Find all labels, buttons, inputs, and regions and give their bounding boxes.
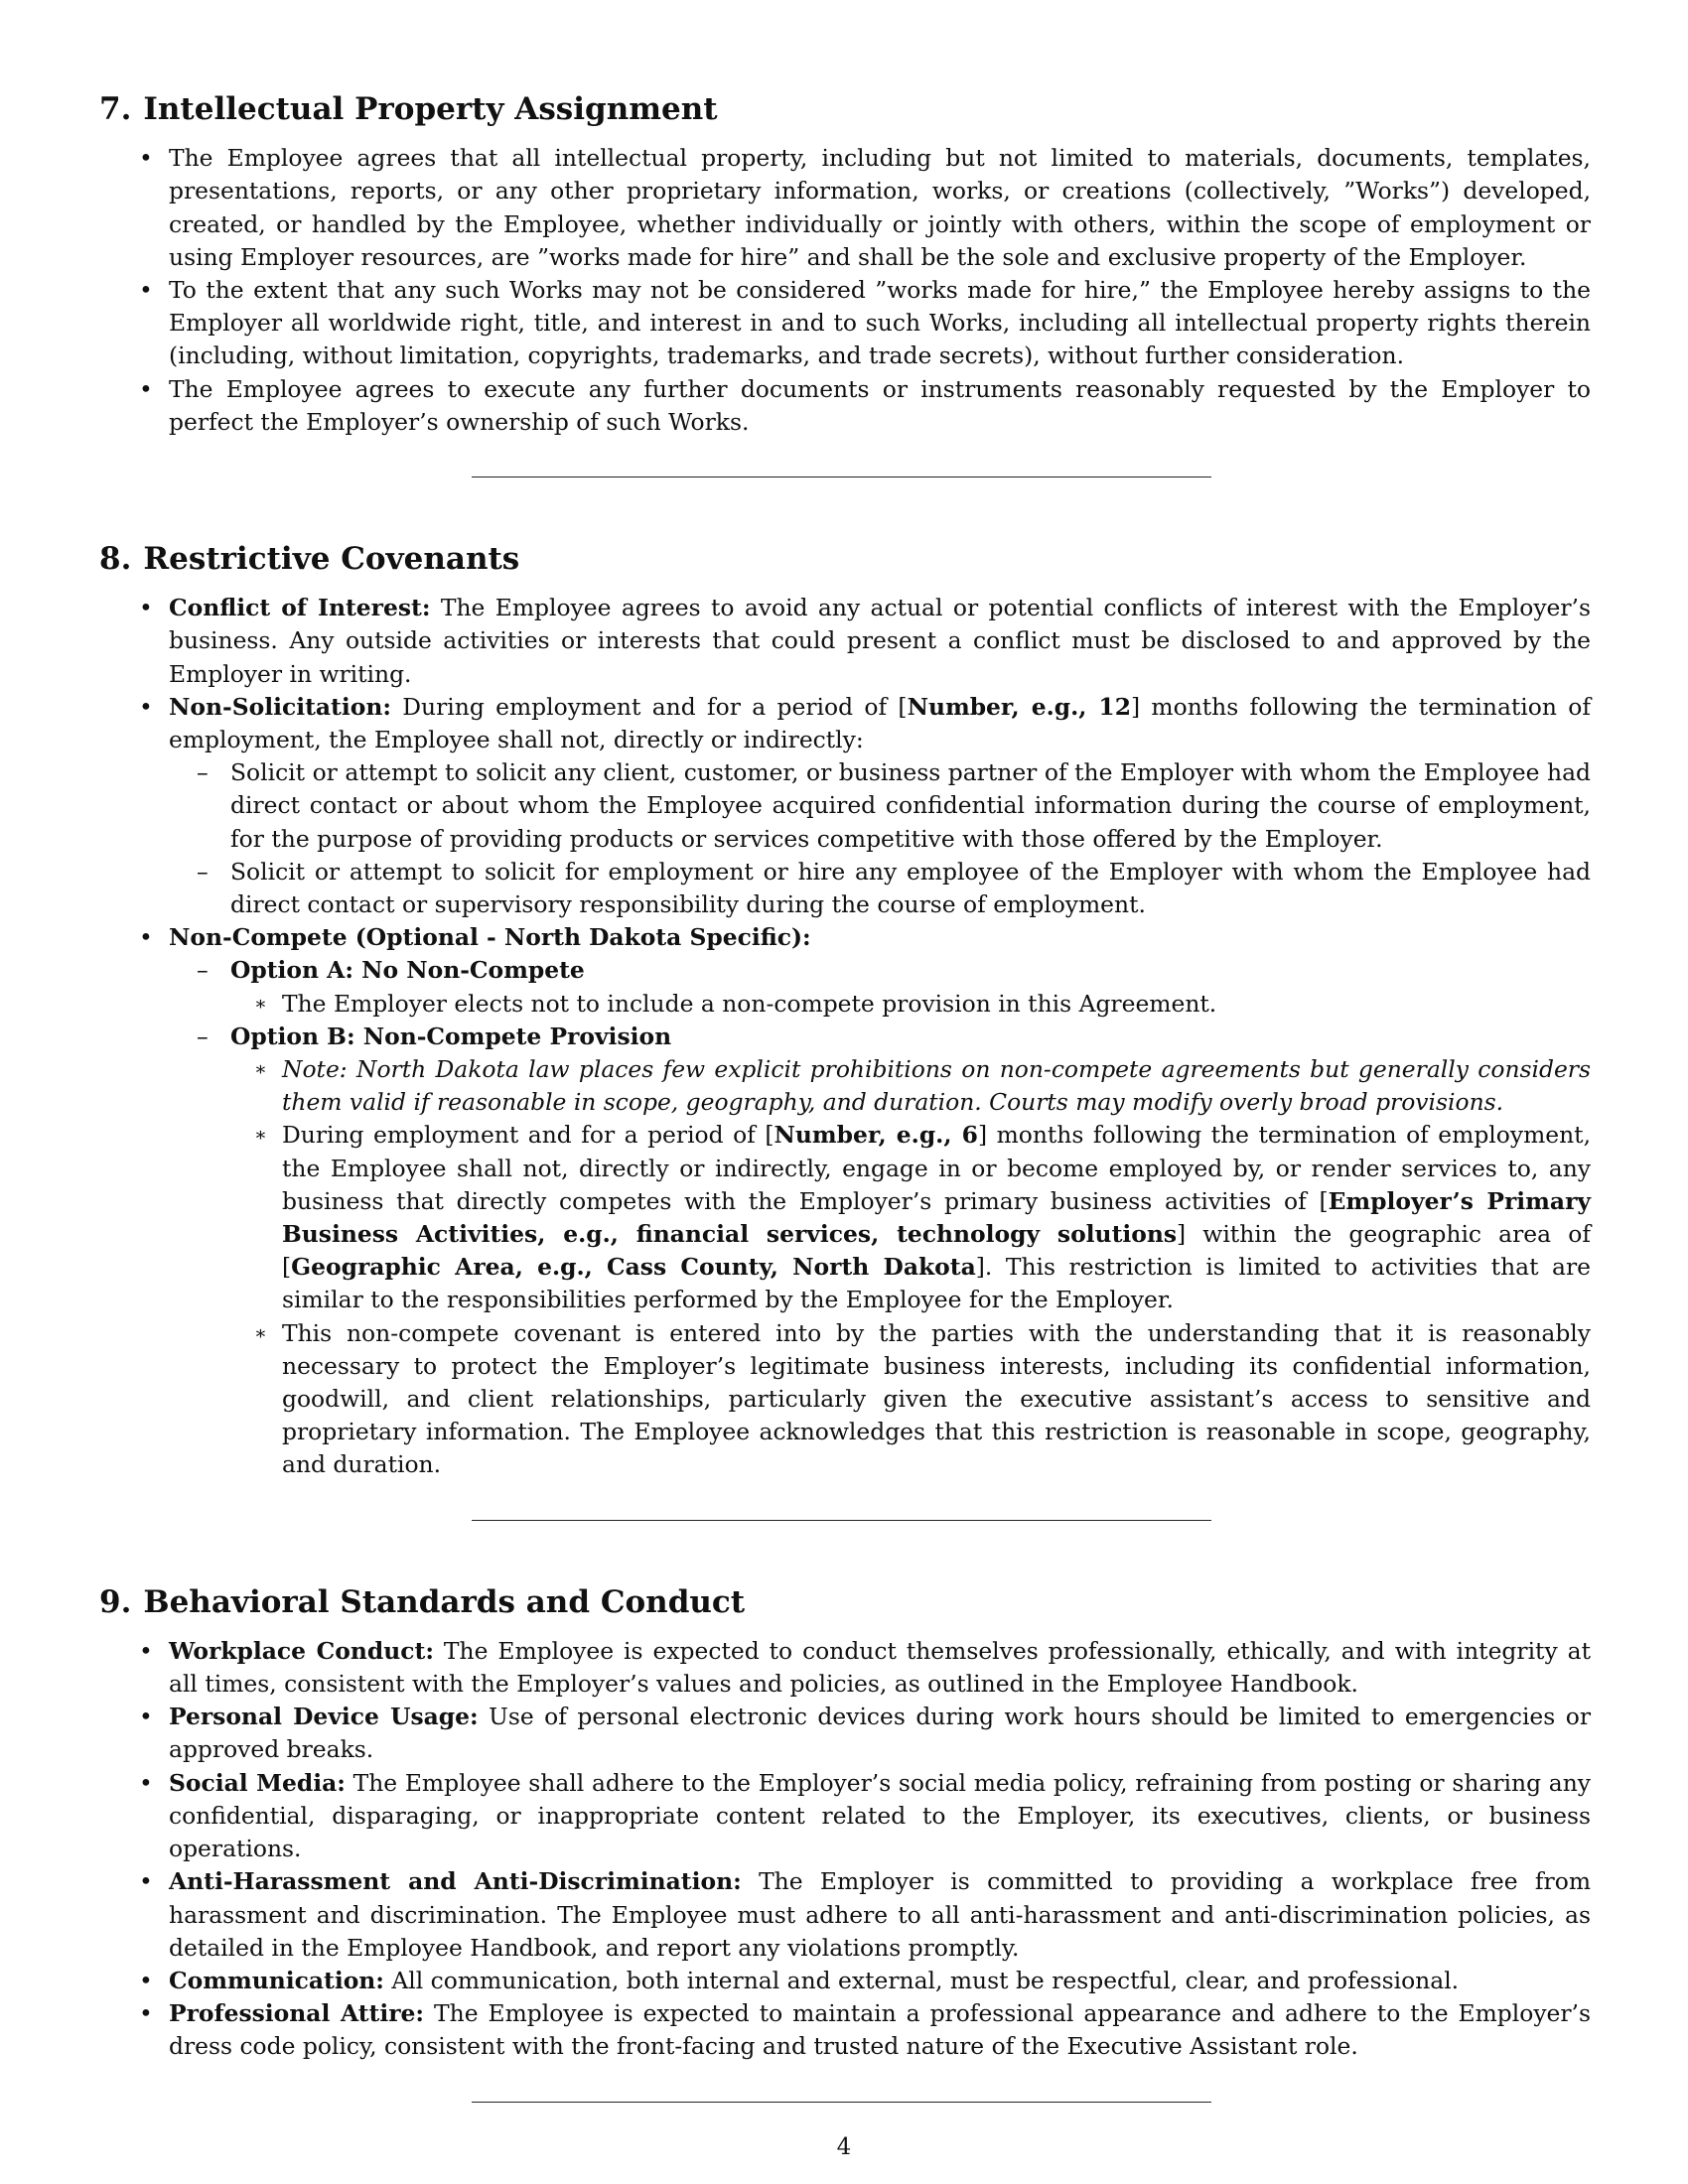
section-heading: [99, 91, 1591, 128]
item-text: During employment and for a period of [: [390, 692, 908, 721]
section-number: 8.: [99, 541, 132, 578]
bullet-icon: •: [139, 1999, 153, 2028]
note-text: Note: North Dakota law places few explicit prohibitions on non-compete agreements but generally considers them valid if reasonable in scope, geography, and duration. Courts may modify overly broad provisions.: [282, 1055, 1591, 1117]
list-item: [99, 1997, 1591, 2063]
bullet-icon: •: [139, 1768, 153, 1797]
list-item: [99, 142, 1591, 274]
list-item-non-compete: [99, 921, 1591, 1481]
item-lead: Conflict of Interest:: [169, 594, 431, 622]
placeholder-text: Geographic Area, e.g., Cass County, North Dakota: [291, 1253, 976, 1282]
list-item: [99, 1965, 1591, 1997]
item-lead: Professional Attire:: [169, 1999, 425, 2028]
bullet-list: [99, 1635, 1591, 2064]
dash-icon: –: [197, 1022, 209, 1050]
item-text: The Employer is committed to providing a workplace free from harassment and discrimination. The Employee must adhere to all anti-harassment and anti-discrimination policies, as detailed in the Employee Handbook, and report any violations promptly.: [169, 1867, 1591, 1962]
asterisk-icon: ∗: [254, 992, 267, 1015]
list-item: [99, 1701, 1591, 1766]
sub-item-text: Solicit or attempt to solicit any client, customer, or business partner of the Employer with whom the Employee had direct contact or about whom the Employee acquired confidential information during the course of employment, for the purpose of providing products or services competitive with those offered by the Employer.: [230, 758, 1591, 853]
sub-list: [169, 756, 1591, 921]
list-item-non-solicitation: [99, 691, 1591, 921]
list-item: [99, 1635, 1591, 1701]
section-number: 9.: [99, 1583, 132, 1620]
item-lead: Anti-Harassment and Anti-Discrimination:: [169, 1867, 742, 1896]
list-item: [99, 1767, 1591, 1866]
page-number: 4: [836, 2134, 852, 2160]
sub-sub-list-item: [230, 1119, 1591, 1316]
bullet-icon: •: [139, 923, 153, 952]
document-page: [99, 91, 1591, 2103]
list-item: [99, 373, 1591, 439]
item-lead: Communication:: [169, 1966, 384, 1994]
sub-item-text: Solicit or attempt to solicit for employment or hire any employee of the Employer with whom the Employee had direct contact or supervisory responsibility during the course of employment.: [230, 857, 1591, 919]
section-title: Behavioral Standards and Conduct: [143, 1583, 746, 1620]
sub-list-item: [169, 856, 1591, 921]
sub-list-item: [169, 756, 1591, 856]
section-7: [99, 91, 1591, 478]
bullet-icon: •: [139, 1636, 153, 1665]
sub-sub-item-text: ] months following the termination of employment, the Employee shall not, directly or indirectly, engage in or become employed by, or render services to, any business that directly competes with the Employer’s primary business activities of [: [282, 1121, 1592, 1215]
bullet-icon: •: [139, 1703, 153, 1731]
bullet-icon: •: [139, 1966, 153, 1994]
option-b: [169, 1021, 1591, 1482]
item-lead: Workplace Conduct:: [169, 1636, 434, 1665]
sub-sub-item-text: ] within the geographic area of [: [282, 1220, 1591, 1282]
item-text: Use of personal electronic devices during work hours should be limited to emergencies or approved breaks.: [169, 1703, 1592, 1764]
section-9: [99, 1584, 1591, 2103]
item-text: The Employee shall adhere to the Employer’s social media policy, refraining from posting or sharing any confidential, disparaging, or inappropriate content related to the Employer, its executives, clients, or business operations.: [169, 1768, 1591, 1863]
sub-sub-list: [230, 988, 1591, 1021]
item-text: ] months following the termination of employment, the Employee shall not, directly or indirectly:: [169, 692, 1591, 754]
option-label: Option B: Non-Compete Provision: [230, 1022, 672, 1050]
section-heading: [99, 541, 1591, 578]
list-item-text: The Employee agrees that all intellectual property, including but not limited to materials, documents, templates, presentations, reports, or any other proprietary information, works, or creations (collectively, ”Works”) developed, created, or handled by the Employee, whether individually or jointly with others, within the scope of employment or using Employer resources, are ”works made for hire” and shall be the sole and exclusive property of the Employer.: [169, 144, 1591, 271]
item-lead: Non-Compete (Optional - North Dakota Specific):: [169, 923, 811, 952]
placeholder-text: Number, e.g., 12: [907, 692, 1131, 721]
section-heading: [99, 1584, 1591, 1621]
list-item: [99, 1865, 1591, 1965]
item-text: The Employee agrees to avoid any actual or potential conflicts of interest with the Employer’s business. Any outside activities or interests that could present a conflict must be disclosed to and approved by the Employer in writing.: [169, 594, 1591, 688]
option-label: Option A: No Non-Compete: [230, 956, 585, 985]
section-title: Intellectual Property Assignment: [143, 91, 718, 127]
bullet-list: [99, 142, 1591, 439]
sub-sub-list-item: [230, 1053, 1591, 1119]
list-item-text: The Employee agrees to execute any further documents or instruments reasonably requested by the Employer to perfect the Employer’s ownership of such Works.: [169, 374, 1591, 436]
sub-sub-list-item: [230, 988, 1591, 1021]
list-item-text: To the extent that any such Works may not be considered ”works made for hire,” the Employee hereby assigns to the Employer all worldwide right, title, and interest in and to such Works, including all intellectual property rights therein (including, without limitation, copyrights, trademarks, and trade secrets), without further consideration.: [169, 276, 1591, 370]
sub-list: [169, 954, 1591, 1481]
item-lead: Social Media:: [169, 1768, 346, 1797]
asterisk-icon: ∗: [254, 1058, 267, 1081]
sub-sub-item-text: During employment and for a period of [: [282, 1121, 774, 1150]
bullet-icon: •: [139, 374, 153, 403]
sub-sub-item-text: The Employer elects not to include a non-compete provision in this Agreement.: [282, 989, 1217, 1018]
list-item: [99, 274, 1591, 373]
placeholder-text: Employer’s Primary Business Activities, e.g., financial services, technology solutions: [282, 1186, 1591, 1249]
item-text: The Employee is expected to maintain a professional appearance and adhere to the Employer’s dress code policy, consistent with the front-facing and trusted nature of the Executive Assistant role.: [169, 1999, 1592, 2061]
item-text: All communication, both internal and external, must be respectful, clear, and professional.: [383, 1966, 1460, 1994]
bullet-list: [99, 592, 1591, 1481]
sub-sub-item-text: ]. This restriction is limited to activities that are similar to the responsibilities performed by the Employee for the Employer.: [282, 1253, 1591, 1314]
list-item-conflict-of-interest: [99, 592, 1591, 691]
item-lead: Personal Device Usage:: [169, 1703, 479, 1731]
item-lead: Non-Solicitation:: [169, 692, 391, 721]
bullet-icon: •: [139, 276, 153, 304]
bullet-icon: •: [139, 692, 153, 721]
option-a: [169, 954, 1591, 1020]
asterisk-icon: ∗: [254, 1321, 267, 1344]
bullet-icon: •: [139, 144, 153, 173]
sub-sub-list-item: [230, 1317, 1591, 1482]
bullet-icon: •: [139, 594, 153, 622]
item-text: The Employee is expected to conduct themselves professionally, ethically, and with integrity at all times, consistent with the Employer’s values and policies, as outlined in the Employee Handbook.: [169, 1636, 1591, 1699]
sub-sub-item-text: This non-compete covenant is entered into by the parties with the understanding that it is reasonably necessary to protect the Employer’s legitimate business interests, including its confidential information, goodwill, and client relationships, particularly given the executive assistant’s access to sensitive and proprietary information. The Employee acknowledges that this restriction is reasonable in scope, geography, and duration.: [282, 1318, 1591, 1479]
placeholder-text: Number, e.g., 6: [774, 1121, 978, 1150]
section-number: 7.: [99, 91, 132, 127]
sub-sub-list: [230, 1053, 1591, 1482]
asterisk-icon: ∗: [254, 1124, 267, 1147]
section-divider: [472, 2102, 1211, 2103]
section-8: [99, 541, 1591, 1521]
dash-icon: –: [197, 857, 209, 886]
section-title: Restrictive Covenants: [143, 541, 520, 578]
bullet-icon: •: [139, 1867, 153, 1896]
dash-icon: –: [197, 758, 209, 787]
dash-icon: –: [197, 956, 209, 985]
